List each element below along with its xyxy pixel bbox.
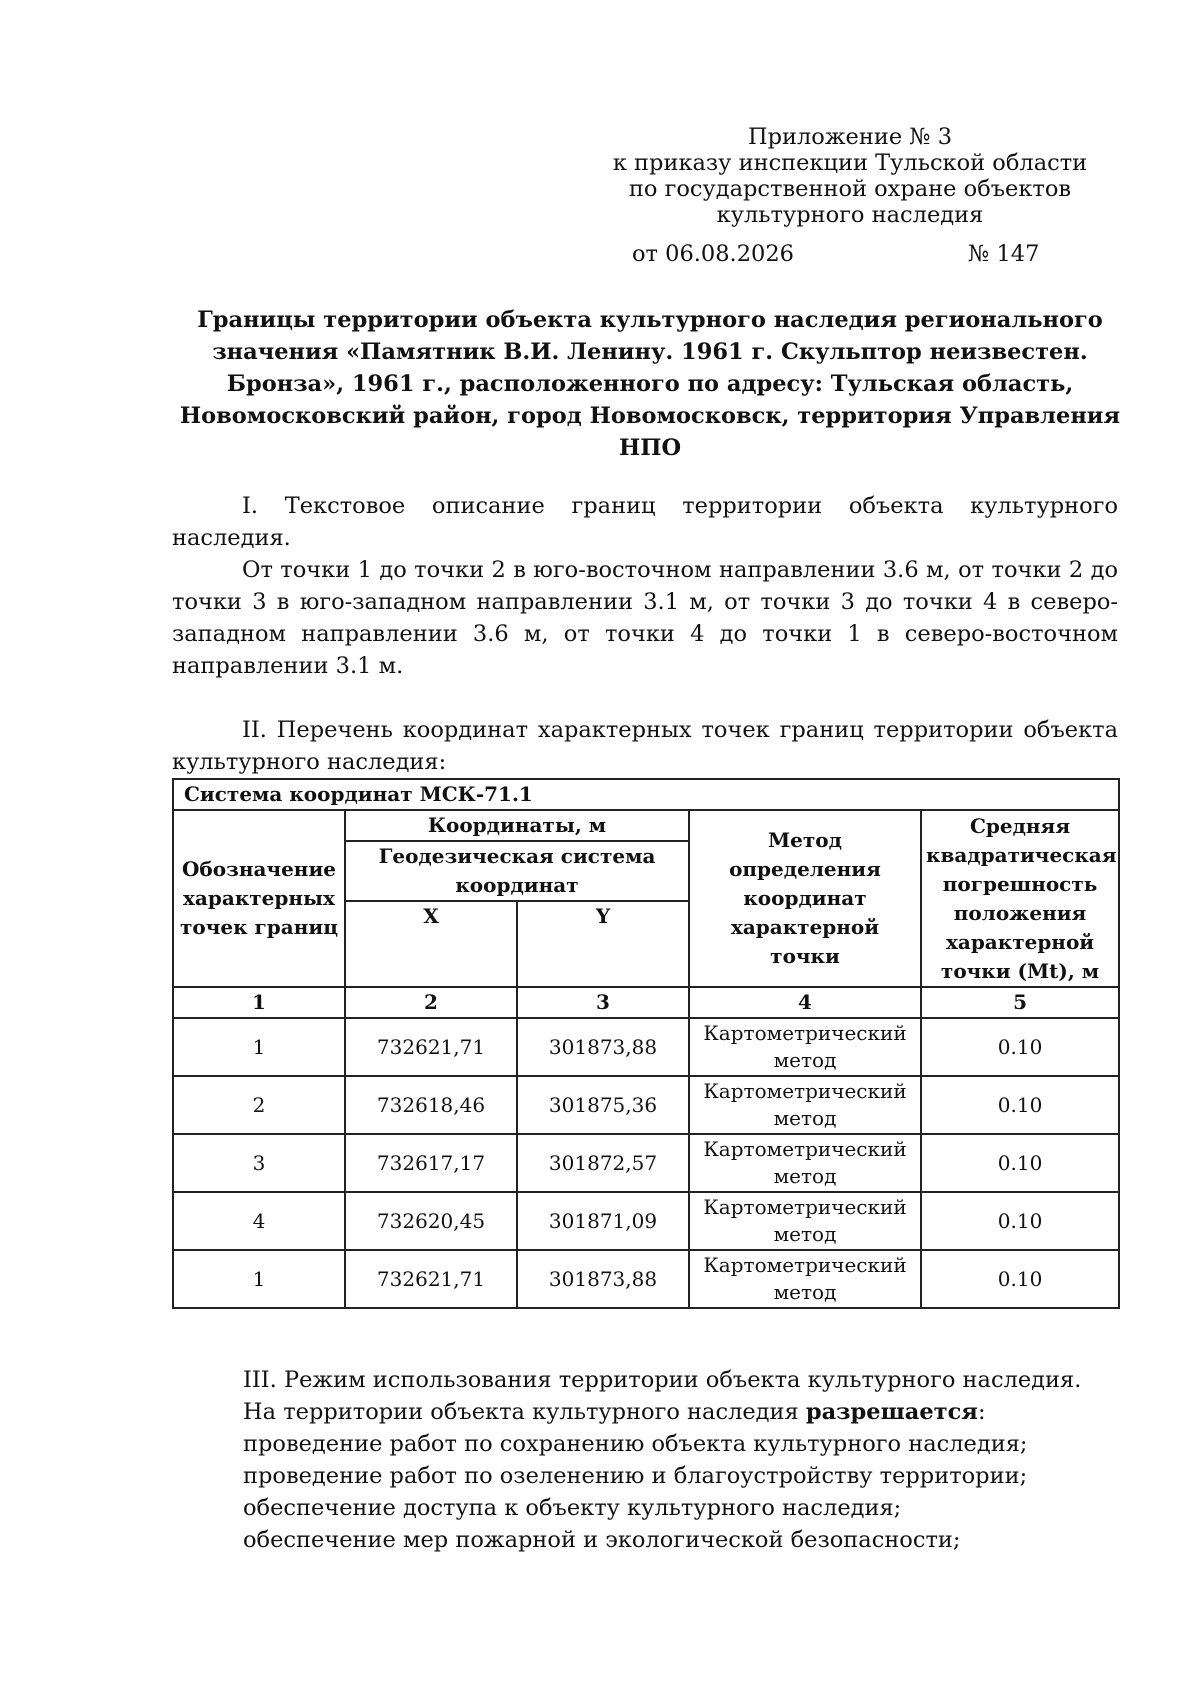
- column-number: 3: [517, 987, 689, 1018]
- list-item: проведение работ по озеленению и благоустройству территории;: [243, 1463, 1028, 1489]
- allowed-suffix: :: [977, 1399, 986, 1425]
- x-cell: 732621,71: [345, 1250, 517, 1308]
- column-number: 4: [689, 987, 921, 1018]
- x-cell: 732617,17: [345, 1134, 517, 1192]
- title-line: Границы территории объекта культурного наследия регионального: [197, 307, 1103, 333]
- section-2-heading: II. Перечень координат характерных точек границ территории объекта культурного наследия:: [172, 717, 1118, 775]
- appendix-line: к приказу инспекции Тульской области: [612, 150, 1088, 176]
- allowed-prefix: На территории объекта культурного наследия: [243, 1399, 806, 1425]
- appendix-title: Приложение № 3: [747, 124, 953, 150]
- title-line: значения «Памятник В.И. Ленину. 1961 г. Скульптор неизвестен.: [212, 339, 1088, 365]
- list-item: обеспечение доступа к объекту культурного наследия;: [243, 1495, 902, 1521]
- y-cell: 301872,57: [517, 1134, 689, 1192]
- table-row: [173, 1134, 1119, 1192]
- appendix-line: по государственной охране объектов: [628, 176, 1072, 202]
- x-cell: 732618,46: [345, 1076, 517, 1134]
- title-line: Бронза», 1961 г., расположенного по адресу: Тульская область,: [226, 371, 1074, 397]
- y-cell: 301871,09: [517, 1192, 689, 1250]
- allowed-intro: [243, 1396, 1143, 1428]
- coordinates-table: [172, 778, 1120, 1309]
- column-number: 2: [345, 987, 517, 1018]
- error-cell: 0.10: [921, 1250, 1119, 1308]
- title-line: Новомосковский район, город Новомосковск, территория Управления: [179, 403, 1121, 429]
- table-row: [173, 1018, 1119, 1076]
- document-title: [172, 304, 1128, 464]
- point-cell: 1: [173, 1250, 345, 1308]
- error-cell: 0.10: [921, 1192, 1119, 1250]
- column-numbers-row: [173, 987, 1119, 1018]
- allowed-word: разрешается: [805, 1399, 978, 1425]
- point-cell: 4: [173, 1192, 345, 1250]
- section-1-heading: I. Текстовое описание границ территории объекта культурного наследия.: [172, 493, 1118, 551]
- header-coordinates: Координаты, м: [345, 810, 689, 841]
- section-3-heading: III. Режим использования территории объекта культурного наследия.: [243, 1367, 1082, 1393]
- method-cell: Картометрический метод: [689, 1018, 921, 1076]
- coordinate-system-label: Система координат МСК-71.1: [173, 779, 1119, 810]
- method-cell: Картометрический метод: [689, 1076, 921, 1134]
- header-x: X: [345, 901, 517, 987]
- column-number: 5: [921, 987, 1119, 1018]
- error-cell: 0.10: [921, 1018, 1119, 1076]
- table-row: [173, 1192, 1119, 1250]
- order-date: от 06.08.2026: [632, 241, 794, 267]
- point-cell: 2: [173, 1076, 345, 1134]
- header-point-designation: Обозначение характерных точек границ: [173, 810, 345, 987]
- point-cell: 1: [173, 1018, 345, 1076]
- point-cell: 3: [173, 1134, 345, 1192]
- y-cell: 301873,88: [517, 1018, 689, 1076]
- table-row: [173, 1250, 1119, 1308]
- x-cell: 732621,71: [345, 1018, 517, 1076]
- header-y: Y: [517, 901, 689, 987]
- method-cell: Картометрический метод: [689, 1134, 921, 1192]
- list-item: проведение работ по сохранению объекта культурного наследия;: [243, 1431, 1028, 1457]
- list-item: обеспечение мер пожарной и экологической безопасности;: [243, 1527, 961, 1553]
- table-row: [173, 1076, 1119, 1134]
- column-number: 1: [173, 987, 345, 1018]
- title-line: НПО: [618, 435, 682, 461]
- section-1-text: От точки 1 до точки 2 в юго-восточном направлении 3.6 м, от точки 2 до точки 3 в юго-западном направлении 3.1 м, от точки 3 до точки 4 в северо-западном направлении 3.6 м, от точки 4 до точки 1 в северо-восточном направлении 3.1 м.: [172, 557, 1118, 679]
- section-3: [243, 1364, 1143, 1556]
- header-error: Средняя квадратическая погрешность положения характерной точки (Mt), м: [921, 810, 1119, 987]
- error-cell: 0.10: [921, 1076, 1119, 1134]
- appendix-header: [600, 124, 1100, 228]
- y-cell: 301875,36: [517, 1076, 689, 1134]
- y-cell: 301873,88: [517, 1250, 689, 1308]
- header-method: Метод определения координат характерной точки: [689, 810, 921, 987]
- appendix-line: культурного наследия: [716, 202, 984, 228]
- header-geodetic-system: Геодезическая система координат: [345, 841, 689, 901]
- method-cell: Картометрический метод: [689, 1250, 921, 1308]
- order-number: № 147: [968, 241, 1040, 267]
- x-cell: 732620,45: [345, 1192, 517, 1250]
- error-cell: 0.10: [921, 1134, 1119, 1192]
- method-cell: Картометрический метод: [689, 1192, 921, 1250]
